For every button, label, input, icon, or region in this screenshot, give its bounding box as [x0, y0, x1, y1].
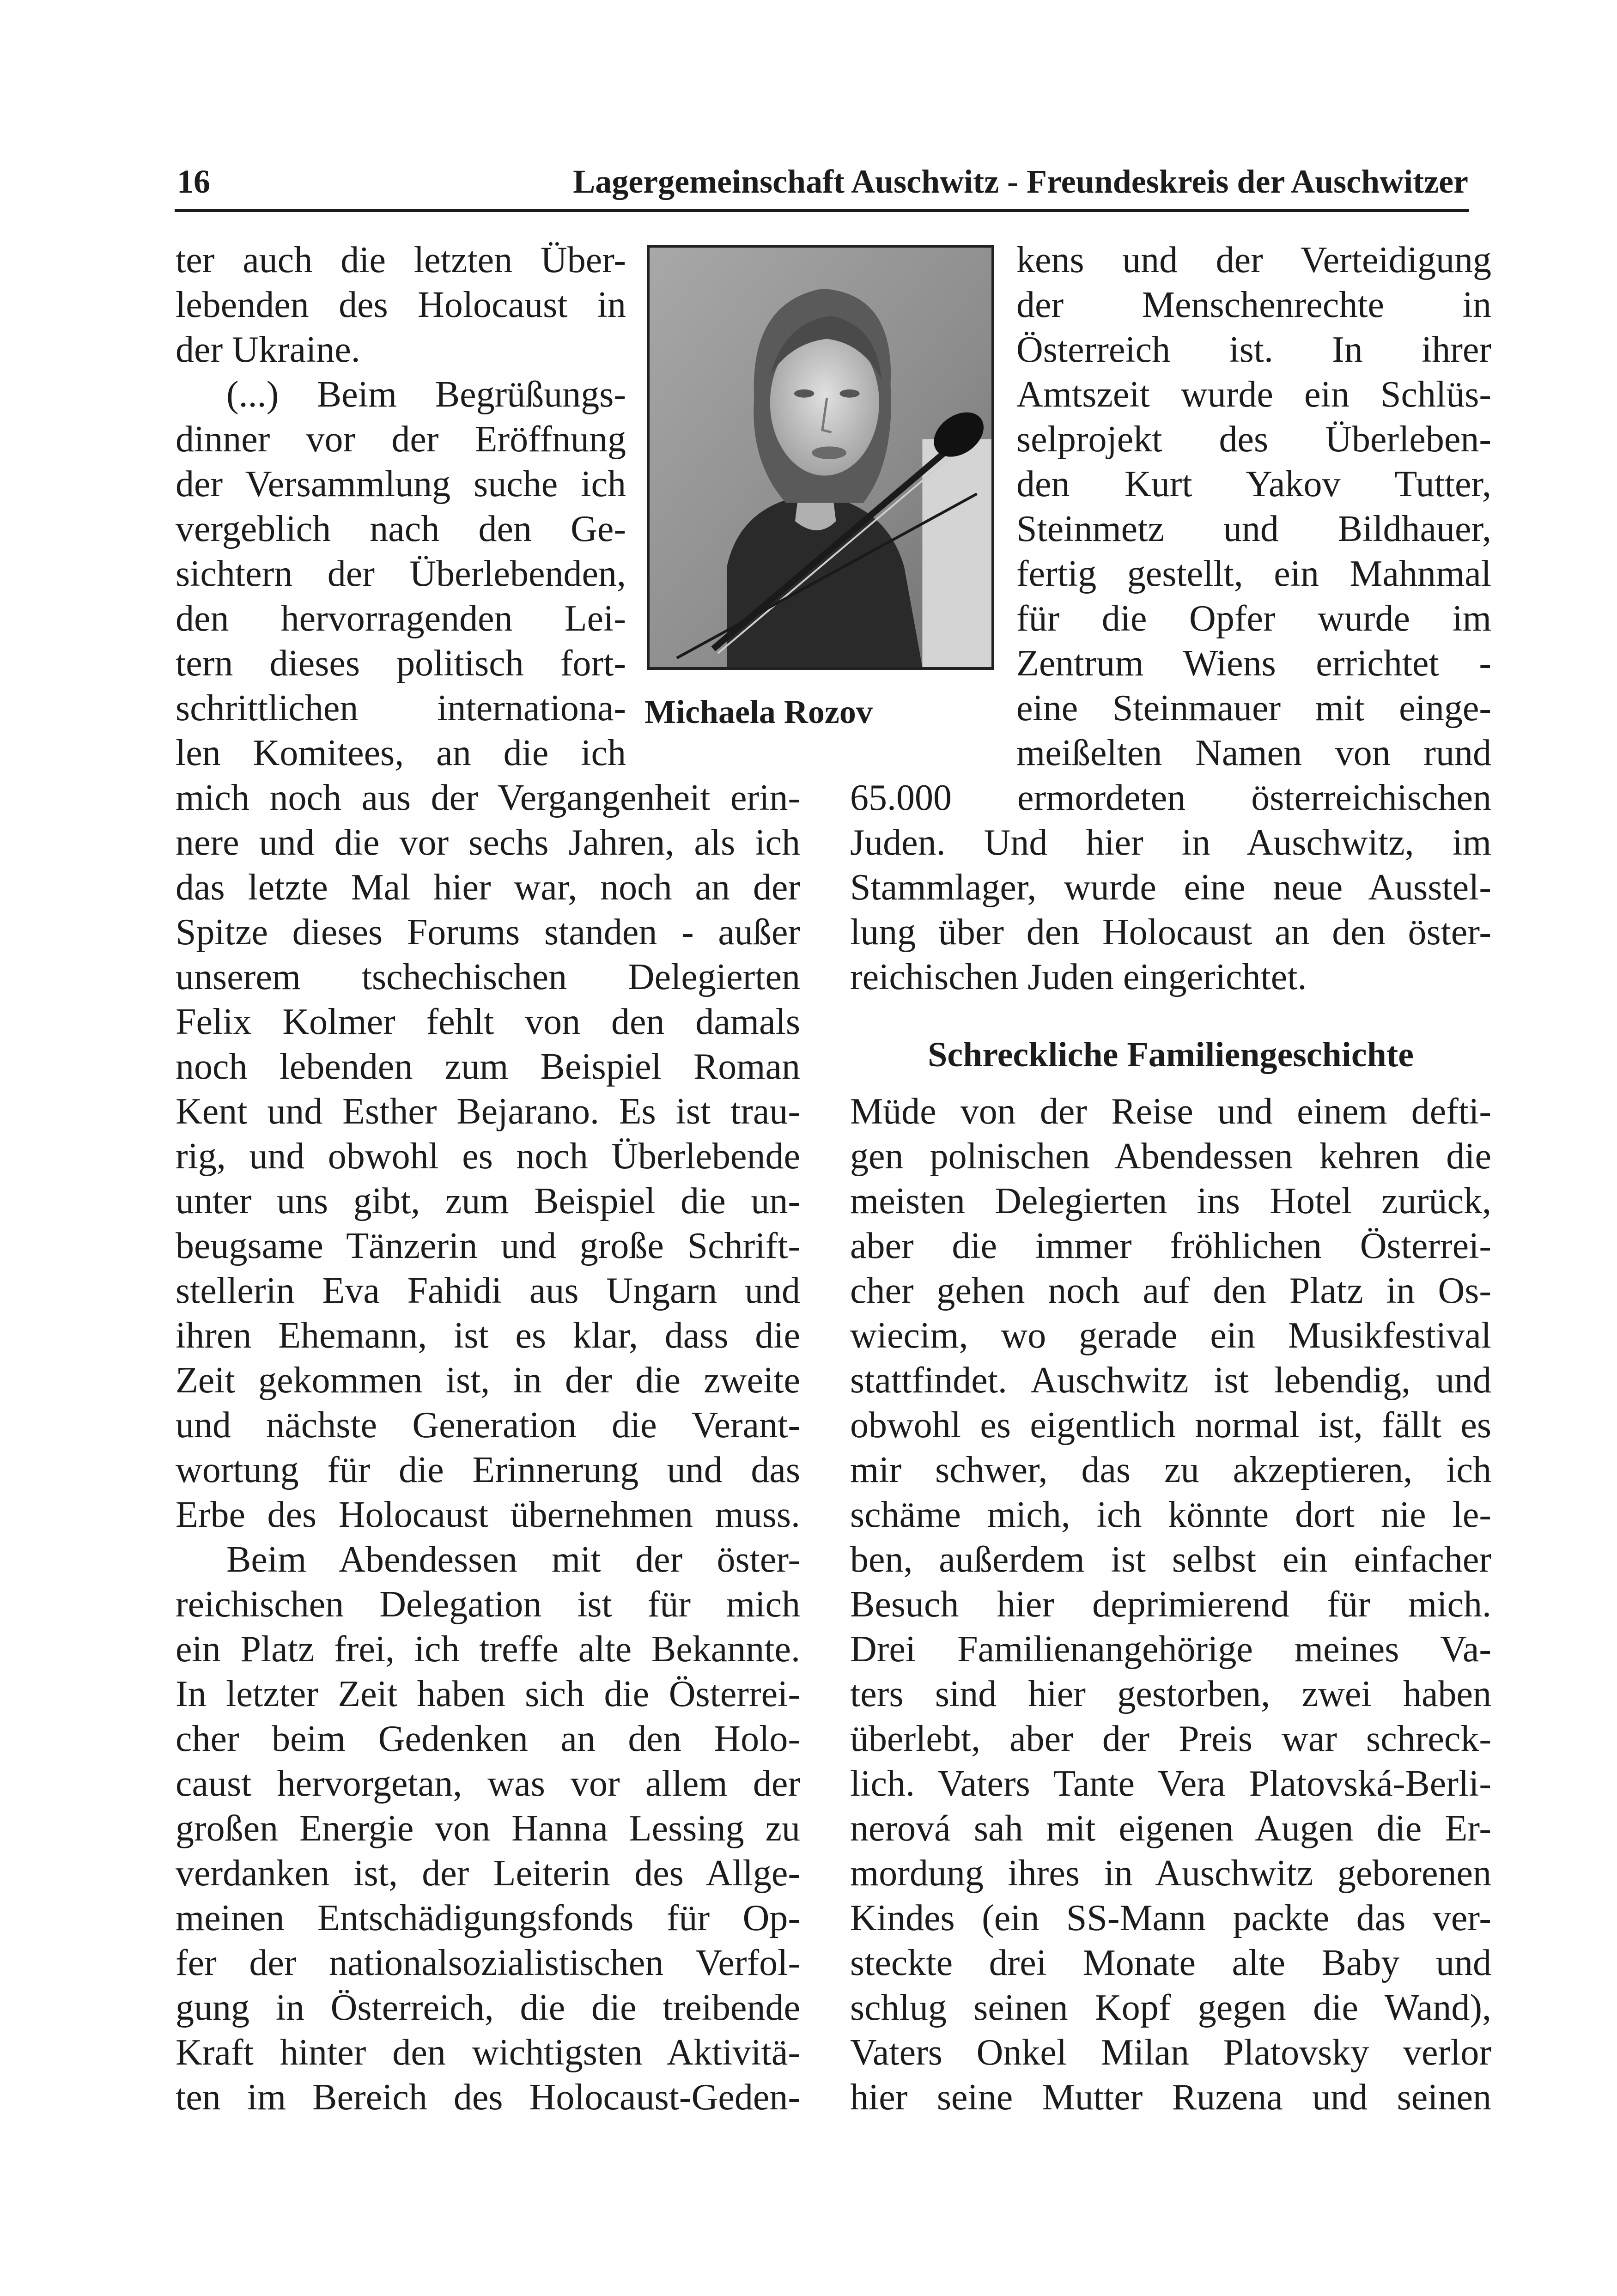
right-line: schäme mich, ich könnte dort nie le- [850, 1494, 1491, 1535]
left-line: vergeblich nach den Ge- [176, 509, 626, 549]
portrait-photo [650, 248, 991, 667]
right-line: Österreich ist. In ihrer [1016, 329, 1491, 370]
left-line: schrittlichen internationa- [176, 688, 626, 729]
left-line: cher beim Gedenken an den Holo- [176, 1719, 800, 1759]
left-line: Beim Abendessen mit der öster- [226, 1539, 800, 1580]
left-line: ihren Ehemann, ist es klar, dass die [176, 1315, 800, 1356]
left-line: Erbe des Holocaust übernehmen muss. [176, 1494, 800, 1535]
right-line: Besuch hier deprimierend für mich. [850, 1584, 1491, 1625]
right-line: gen polnischen Abendessen kehren die [850, 1136, 1491, 1177]
left-line: und nächste Generation die Verant- [176, 1405, 800, 1446]
left-line: mich noch aus der Vergangenheit erin- [176, 777, 800, 818]
right-line: reichischen Juden eingerichtet. [850, 957, 1307, 997]
right-line: Steinmetz und Bildhauer, [1016, 509, 1491, 549]
right-line: cher gehen noch auf den Platz in Os- [850, 1270, 1491, 1311]
left-line: rig, und obwohl es noch Überlebende [176, 1136, 800, 1177]
left-line: meinen Entschädigungsfonds für Op- [176, 1898, 800, 1938]
right-line: meisten Delegierten ins Hotel zurück, [850, 1181, 1491, 1221]
right-line: überlebt, aber der Preis war schreck- [850, 1719, 1491, 1759]
left-line: dinner vor der Eröffnung [176, 419, 626, 460]
page-number: 16 [177, 163, 210, 200]
left-line: Kraft hinter den wichtigsten Aktivitä- [176, 2032, 800, 2073]
right-line: Amtszeit wurde ein Schlüs- [1016, 374, 1491, 415]
right-line: mordung ihres in Auschwitz geborenen [850, 1853, 1491, 1894]
left-line: ter auch die letzten Über- [176, 240, 626, 280]
left-line: tern dieses politisch fort- [176, 643, 626, 684]
right-line: steckte drei Monate alte Baby und [850, 1943, 1491, 1983]
left-line: wortung für die Erinnerung und das [176, 1450, 800, 1490]
right-line: meißelten Namen von rund [1016, 733, 1491, 773]
right-line: mir schwer, das zu akzeptieren, ich [850, 1450, 1491, 1490]
left-line: der Ukraine. [176, 329, 360, 370]
right-line: lung über den Holocaust an den öster- [850, 912, 1491, 953]
right-line: kens und der Verteidigung [1016, 240, 1491, 280]
left-line: nere und die vor sechs Jahren, als ich [176, 822, 800, 863]
left-line: unter uns gibt, zum Beispiel die un- [176, 1181, 800, 1221]
left-line: den hervorragenden Lei- [176, 598, 626, 639]
photo-caption: Michaela Rozov [644, 693, 873, 730]
right-line: wiecim, wo gerade ein Musikfestival [850, 1315, 1491, 1356]
left-line: unserem tschechischen Delegierten [176, 957, 800, 997]
right-line: der Menschenrechte in [1016, 285, 1491, 325]
left-line: Felix Kolmer fehlt von den damals [176, 1002, 800, 1042]
left-line: Spitze dieses Forums standen - außer [176, 912, 800, 953]
header-rule [175, 209, 1469, 212]
left-line: beugsame Tänzerin und große Schrift- [176, 1226, 800, 1266]
left-line: (...) Beim Begrüßungs- [226, 374, 626, 415]
right-line: Vaters Onkel Milan Platovsky verlor [850, 2032, 1491, 2073]
left-line: reichischen Delegation ist für mich [176, 1584, 800, 1625]
right-line: Kindes (ein SS-Mann packte das ver- [850, 1898, 1491, 1938]
section-heading: Schreckliche Familiengeschichte [928, 1035, 1414, 1074]
left-line: ein Platz frei, ich treffe alte Bekannte. [176, 1629, 800, 1670]
left-line: fer der nationalsozialistischen Verfol- [176, 1943, 800, 1983]
left-line: Zeit gekommen ist, in der die zweite [176, 1360, 800, 1401]
right-line: Zentrum Wiens errichtet - [1016, 643, 1491, 684]
right-line: aber die immer fröhlichen Österrei- [850, 1226, 1491, 1266]
left-line: caust hervorgetan, was vor allem der [176, 1763, 800, 1804]
right-line: ben, außerdem ist selbst ein einfacher [850, 1539, 1491, 1580]
left-line: noch lebenden zum Beispiel Roman [176, 1046, 800, 1087]
photo-frame [647, 245, 994, 670]
left-line: das letzte Mal hier war, noch an der [176, 867, 800, 908]
right-line: obwohl es eigentlich normal ist, fällt es [850, 1405, 1491, 1446]
right-line: Juden. Und hier in Auschwitz, im [850, 822, 1491, 863]
right-line: stattfindet. Auschwitz ist lebendig, und [850, 1360, 1491, 1401]
left-line: ten im Bereich des Holocaust-Geden- [176, 2077, 800, 2118]
left-line: Kent und Esther Bejarano. Es ist trau- [176, 1091, 800, 1132]
right-line: lich. Vaters Tante Vera Platovská-Berli- [850, 1763, 1491, 1804]
left-line: len Komitees, an die ich [176, 733, 626, 773]
right-line: 65.000 ermordeten österreichischen [850, 777, 1491, 818]
left-line: sichtern der Überlebenden, [176, 553, 626, 594]
right-line: Drei Familienangehörige meines Va- [850, 1629, 1491, 1670]
right-line: fertig gestellt, ein Mahnmal [1016, 553, 1491, 594]
left-line: der Versammlung suche ich [176, 464, 626, 504]
right-line: den Kurt Yakov Tutter, [1016, 464, 1491, 504]
right-line: ters sind hier gestorben, zwei haben [850, 1674, 1491, 1714]
right-line: für die Opfer wurde im [1016, 598, 1491, 639]
right-line: schlug seinen Kopf gegen die Wand), [850, 1987, 1491, 2028]
left-line: gung in Österreich, die die treibende [176, 1987, 800, 2028]
running-head: Lagergemeinschaft Auschwitz - Freundeskreis der Auschwitzer [573, 163, 1468, 200]
right-line: Stammlager, wurde eine neue Ausstel- [850, 867, 1491, 908]
left-line: stellerin Eva Fahidi aus Ungarn und [176, 1270, 800, 1311]
right-line: hier seine Mutter Ruzena und seinen [850, 2077, 1491, 2118]
right-line: selprojekt des Überleben- [1016, 419, 1491, 460]
left-line: lebenden des Holocaust in [176, 285, 626, 325]
right-line: eine Steinmauer mit einge- [1016, 688, 1491, 729]
right-line: nerová sah mit eigenen Augen die Er- [850, 1808, 1491, 1849]
left-line: In letzter Zeit haben sich die Österrei- [176, 1674, 800, 1714]
left-line: großen Energie von Hanna Lessing zu [176, 1808, 800, 1849]
right-line: Müde von der Reise und einem defti- [850, 1091, 1491, 1132]
left-line: verdanken ist, der Leiterin des Allge- [176, 1853, 800, 1894]
